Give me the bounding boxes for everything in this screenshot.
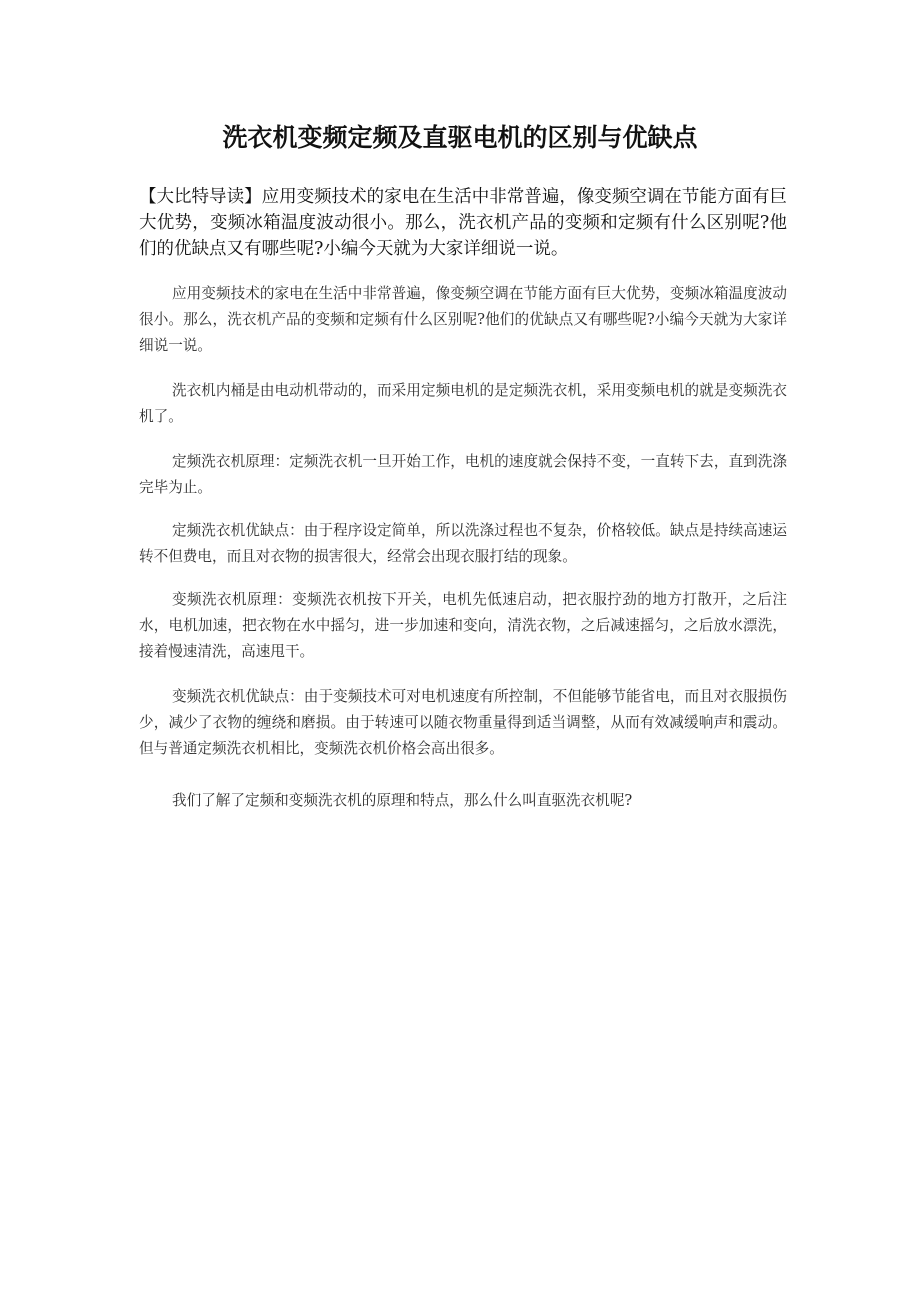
body-paragraph-motor: 洗衣机内桶是由电动机带动的，而采用定频电机的是定频洗衣机，采用变频电机的就是变频洗衣机了。 <box>139 382 787 425</box>
body-paragraph-inverter-pros-cons: 变频洗衣机优缺点：由于变频技术可对电机速度有所控制，不但能够节能省电，而且对衣服损伤少，减少了衣物的缠绕和磨损。由于转速可以随衣物重量得到适当调整，从而有效减缓响声和震动。但与普通定频洗衣机相比，变频洗衣机价格会高出很多。 <box>139 688 787 757</box>
lead-paragraph: 【大比特导读】应用变频技术的家电在生活中非常普遍，像变频空调在节能方面有巨大优势，变频冰箱温度波动很小。那么，洗衣机产品的变频和定频有什么区别呢?他们的优缺点又有哪些呢?小编今天就为大家详细说一说。 <box>139 187 787 259</box>
body-paragraph-direct-drive-question: 我们了解了定频和变频洗衣机的原理和特点，那么什么叫直驱洗衣机呢? <box>172 792 633 809</box>
body-paragraph-fixed-principle: 定频洗衣机原理：定频洗衣机一旦开始工作，电机的速度就会保持不变，一直转下去，直到洗涤完毕为止。 <box>139 453 787 496</box>
body-paragraph-inverter-principle: 变频洗衣机原理：变频洗衣机按下开关，电机先低速启动，把衣服拧劲的地方打散开，之后注水，电机加速，把衣物在水中摇匀，进一步加速和变向，清洗衣物，之后减速摇匀，之后放水漂洗，接着慢速清洗，高速甩干。 <box>139 591 787 660</box>
body-paragraph-fixed-pros-cons: 定频洗衣机优缺点：由于程序设定简单，所以洗涤过程也不复杂，价格较低。缺点是持续高速运转不但费电，而且对衣物的损害很大，经常会出现衣服打结的现象。 <box>139 522 787 565</box>
page-title: 洗衣机变频定频及直驱电机的区别与优缺点 <box>222 123 698 152</box>
body-paragraph-intro: 应用变频技术的家电在生活中非常普遍，像变频空调在节能方面有巨大优势，变频冰箱温度波动很小。那么，洗衣机产品的变频和定频有什么区别呢?他们的优缺点又有哪些呢?小编今天就为大家详细说一说。 <box>139 285 787 354</box>
